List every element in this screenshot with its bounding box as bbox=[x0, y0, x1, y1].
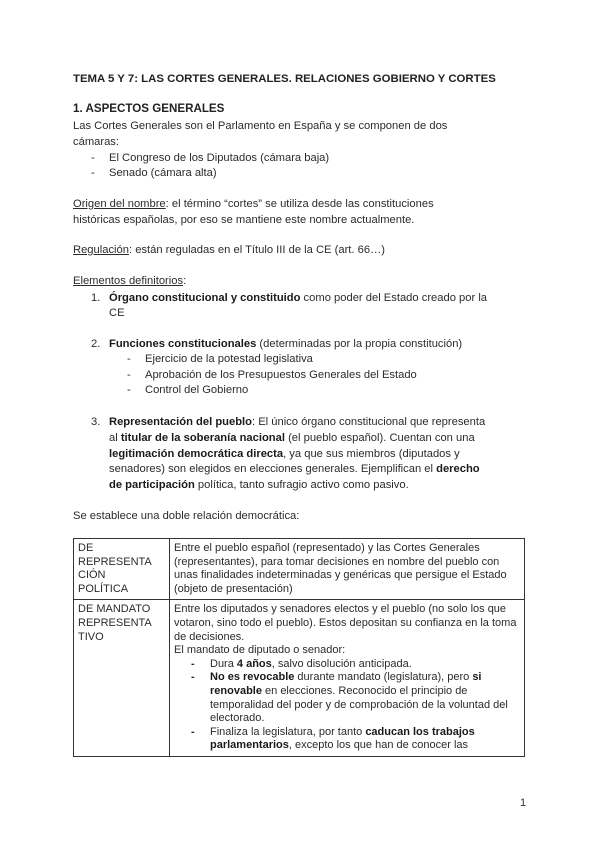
bullet-dash: - bbox=[127, 369, 131, 381]
chamber-item: El Congreso de los Diputados (cámara baja) bbox=[109, 152, 330, 164]
function-item: Aprobación de los Presupuestos Generales del Estado bbox=[145, 369, 417, 381]
bullet-dash: - bbox=[91, 167, 95, 179]
table-text-cell: Entre el pueblo español (representado) y las Cortes Generales (representantes), para tomar decisiones en nombre del pueblo con unas finalidades indeterminadas y genéricas que persigue el Estado (objeto de presentación) bbox=[170, 539, 525, 600]
elementos-label: Elementos definitorios bbox=[73, 275, 184, 287]
list-item-3-line-2: al titular de la soberanía nacional (el pueblo español). Cuentan con una bbox=[109, 432, 475, 444]
page-number: 1 bbox=[520, 797, 527, 809]
relation-table bbox=[73, 538, 525, 757]
table-row bbox=[74, 600, 525, 757]
table-label-cell: DE MANDATO REPRESENTA TIVO bbox=[74, 600, 170, 757]
mandato-item: - Finaliza la legislatura, por tanto caducan los trabajos parlamentarios, excepto los que han de conocer las bbox=[191, 725, 475, 752]
chamber-item: Senado (cámara alta) bbox=[109, 167, 217, 179]
regulacion-label: Regulación bbox=[73, 244, 129, 256]
list-item-3-line-3: legitimación democrática directa, ya que sus miembros (diputados y bbox=[109, 448, 460, 460]
table-text-cell: Entre los diputados y senadores electos y el pueblo (no solo los que votaron, sino todo el pueblo). Estos depositan su confianza en la toma de decisiones. El mandato de diputado o senador: - Dura 4 años, salvo disolución anticipada. - No es revocable durante mandato (legislatura), pero si renovable en elecciones. Reconocido el principio de temporalidad del poder y de comprobación de la voluntad del electorado. - Finaliza la legislatura, por tanto caducan los trabajos parlamentarios, excepto los que han de conocer las bbox=[170, 600, 525, 757]
list-number: 3. bbox=[91, 416, 101, 428]
list-number: 1. bbox=[91, 292, 101, 304]
doble-relacion-text: Se establece una doble relación democrática: bbox=[73, 510, 300, 522]
origen-paragraph bbox=[73, 196, 434, 212]
table-row bbox=[74, 539, 525, 600]
list-item-2: Funciones constitucionales (determinadas por la propia constitución) bbox=[109, 338, 463, 350]
list-item-3-line-4: senadores) son elegidos en elecciones generales. Ejemplifican el derecho bbox=[109, 463, 480, 475]
origen-line-2: históricas españolas, por eso se mantiene este nombre actualmente. bbox=[73, 214, 415, 226]
intro-line-2: cámaras: bbox=[73, 136, 120, 148]
list-number: 2. bbox=[91, 338, 101, 350]
intro-line-1: Las Cortes Generales son el Parlamento en España y se componen de dos bbox=[73, 120, 448, 132]
function-item: Control del Gobierno bbox=[145, 384, 249, 396]
mandato-item: - Dura 4 años, salvo disolución anticipada. bbox=[191, 657, 412, 670]
function-item: Ejercicio de la potestad legislativa bbox=[145, 353, 313, 365]
origen-label: Origen del nombre bbox=[73, 198, 166, 210]
origen-text: : el término “cortes” se utiliza desde las constituciones bbox=[165, 198, 434, 210]
elementos-heading: Elementos definitorios: bbox=[73, 275, 187, 287]
mandato-item: - No es revocable durante mandato (legislatura), pero si renovable en elecciones. Reconocido el principio de temporalidad del poder y de comprobación de la voluntad del electorado. bbox=[191, 671, 508, 725]
regulacion-text: : están reguladas en el Título III de la CE (art. 66…) bbox=[128, 244, 385, 256]
list-item-1-cont: CE bbox=[109, 307, 125, 319]
list-item-1: Órgano constitucional y constituido como poder del Estado creado por la bbox=[109, 292, 488, 304]
list-item-3-line-1: Representación del pueblo: El único órgano constitucional que representa bbox=[109, 416, 486, 428]
list-item-3-line-5: de participación política, tanto sufragio activo como pasivo. bbox=[109, 479, 409, 491]
bullet-dash: - bbox=[127, 353, 131, 365]
bullet-dash: - bbox=[91, 152, 95, 164]
document-title: TEMA 5 Y 7: LAS CORTES GENERALES. RELACIONES GOBIERNO Y CORTES bbox=[73, 73, 496, 85]
table-label-cell: DE REPRESENTA CIÓN POLÍTICA bbox=[74, 539, 170, 600]
bullet-dash: - bbox=[127, 384, 131, 396]
section-heading: 1. ASPECTOS GENERALES bbox=[73, 102, 225, 115]
regulacion-paragraph bbox=[73, 242, 385, 258]
